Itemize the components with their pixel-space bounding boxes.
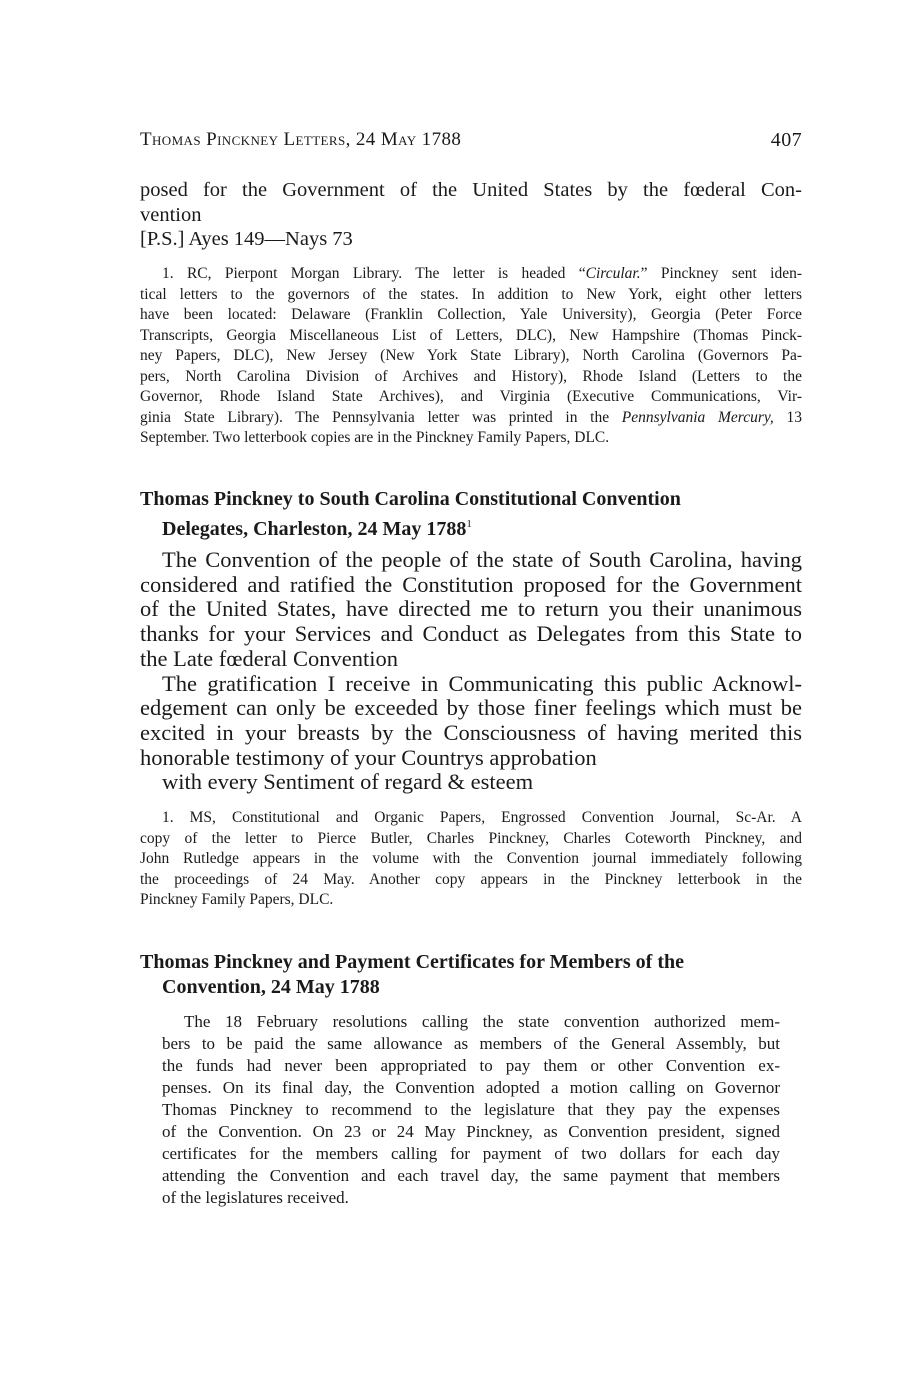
note-line: Thomas Pinckney to recommend to the legislature that they pay the expenses	[162, 1100, 780, 1119]
heading-line	[140, 512, 802, 542]
body-line: The Convention of the people of the state of South Carolina, having	[162, 547, 802, 572]
italic-term: Circular.	[585, 265, 641, 282]
footnote-line	[140, 408, 802, 429]
running-head	[140, 129, 802, 155]
heading-line: Convention, 24 May 1788	[162, 976, 380, 998]
text-line: posed for the Government of the United States by the fœderal Con-	[140, 179, 802, 201]
italic-title: Pennsylvania Mercury,	[621, 408, 774, 426]
note-line: of the Convention. On 23 or 24 May Pinckney, as Convention president, signed	[162, 1122, 780, 1141]
body-line: considered and ratified the Constitution proposed for the Government	[140, 571, 802, 597]
closing-line: with every Sentiment of regard & esteem	[162, 770, 534, 795]
heading-text: Delegates, Charleston, 24 May 1788	[162, 518, 467, 540]
running-head-title: Thomas Pinckney Letters, 24 May 1788	[140, 129, 462, 150]
body-line: edgement can only be exceeded by those finer feelings which must be	[140, 695, 802, 721]
footnote-line: tical letters to the governors of the states. In addition to New York, eight other letters	[140, 285, 802, 303]
footnote-line: copy of the letter to Pierce Butler, Charles Pinckney, Charles Coteworth Pinckney, and	[140, 829, 802, 847]
heading-line: Thomas Pinckney to South Carolina Constitutional Convention	[140, 488, 681, 510]
continued-letter-text	[140, 178, 802, 252]
note-line: attending the Convention and each travel day, the same payment that members	[162, 1166, 780, 1185]
footnote-line: Pinckney Family Papers, DLC.	[140, 891, 334, 908]
footnote-line: ney Papers, DLC), New Jersey (New York State Library), North Carolina (Governors Pa-	[140, 347, 802, 364]
postscript-vote: [P.S.] Ayes 149—Nays 73	[140, 228, 353, 250]
footnote-1	[140, 264, 802, 449]
footnote-line: John Rutledge appears in the volume with the Convention journal immediately following	[140, 850, 802, 867]
note-line: certificates for the members calling for payment of two dollars for each day	[162, 1144, 780, 1163]
footnote-line: have been located: Delaware (Franklin Collection, Yale University), Georgia (Peter Force	[140, 306, 802, 323]
footnote-text: 1. RC, Pierpont Morgan Library. The letter is headed “	[162, 265, 586, 282]
page-number: 407	[770, 129, 802, 151]
body-line: excited in your breasts by the Consciousness of having merited this	[140, 719, 802, 745]
footnote-line	[140, 264, 802, 285]
letter-body	[140, 548, 802, 795]
section-heading-1	[140, 487, 802, 542]
footnote-text: ginia State Library). The Pennsylvania letter was printed in the	[140, 408, 622, 426]
section-heading-2	[140, 950, 802, 1000]
footnote-line: pers, North Carolina Division of Archives and History), Rhode Island (Letters to the	[140, 367, 802, 385]
footnote-2	[140, 808, 802, 911]
footnote-line: Transcripts, Georgia Miscellaneous List of Letters, DLC), New Hampshire (Thomas Pinck-	[140, 326, 802, 344]
note-line: penses. On its final day, the Convention adopted a motion calling on Governor	[162, 1078, 780, 1097]
body-line: of the United States, have directed me to return you their unanimous	[140, 596, 802, 622]
note-line: The 18 February resolutions calling the state convention authorized mem-	[184, 1012, 780, 1031]
footnote-line: Governor, Rhode Island State Archives), and Virginia (Executive Communications, Vir-	[140, 388, 802, 405]
body-line: The gratification I receive in Communicating this public Acknowl-	[162, 670, 802, 696]
footnote-line: the proceedings of 24 May. Another copy appears in the Pinckney letterbook in the	[140, 870, 802, 888]
heading-line: Thomas Pinckney and Payment Certificates for Members of the	[140, 951, 684, 973]
footnote-marker: 1	[466, 518, 472, 530]
note-line: of the legislatures received.	[162, 1188, 349, 1207]
text-line: vention	[140, 203, 202, 226]
footnote-text: ” Pinckney sent iden-	[640, 265, 802, 282]
footnote-text: 13	[773, 408, 803, 426]
note-line: bers to be paid the same allowance as members of the General Assembly, but	[162, 1034, 780, 1053]
footnote-line: September. Two letterbook copies are in the Pinckney Family Papers, DLC.	[140, 429, 610, 446]
body-line: honorable testimony of your Countrys approbation	[140, 745, 597, 770]
footnote-line: 1. MS, Constitutional and Organic Papers, Engrossed Convention Journal, Sc-Ar. A	[162, 809, 802, 826]
note-line: the funds had never been appropriated to pay them or other Convention ex-	[162, 1056, 780, 1075]
body-line: the Late fœderal Convention	[140, 646, 399, 671]
body-line: thanks for your Services and Conduct as Delegates from this State to	[140, 621, 802, 647]
editorial-note	[162, 1011, 780, 1209]
